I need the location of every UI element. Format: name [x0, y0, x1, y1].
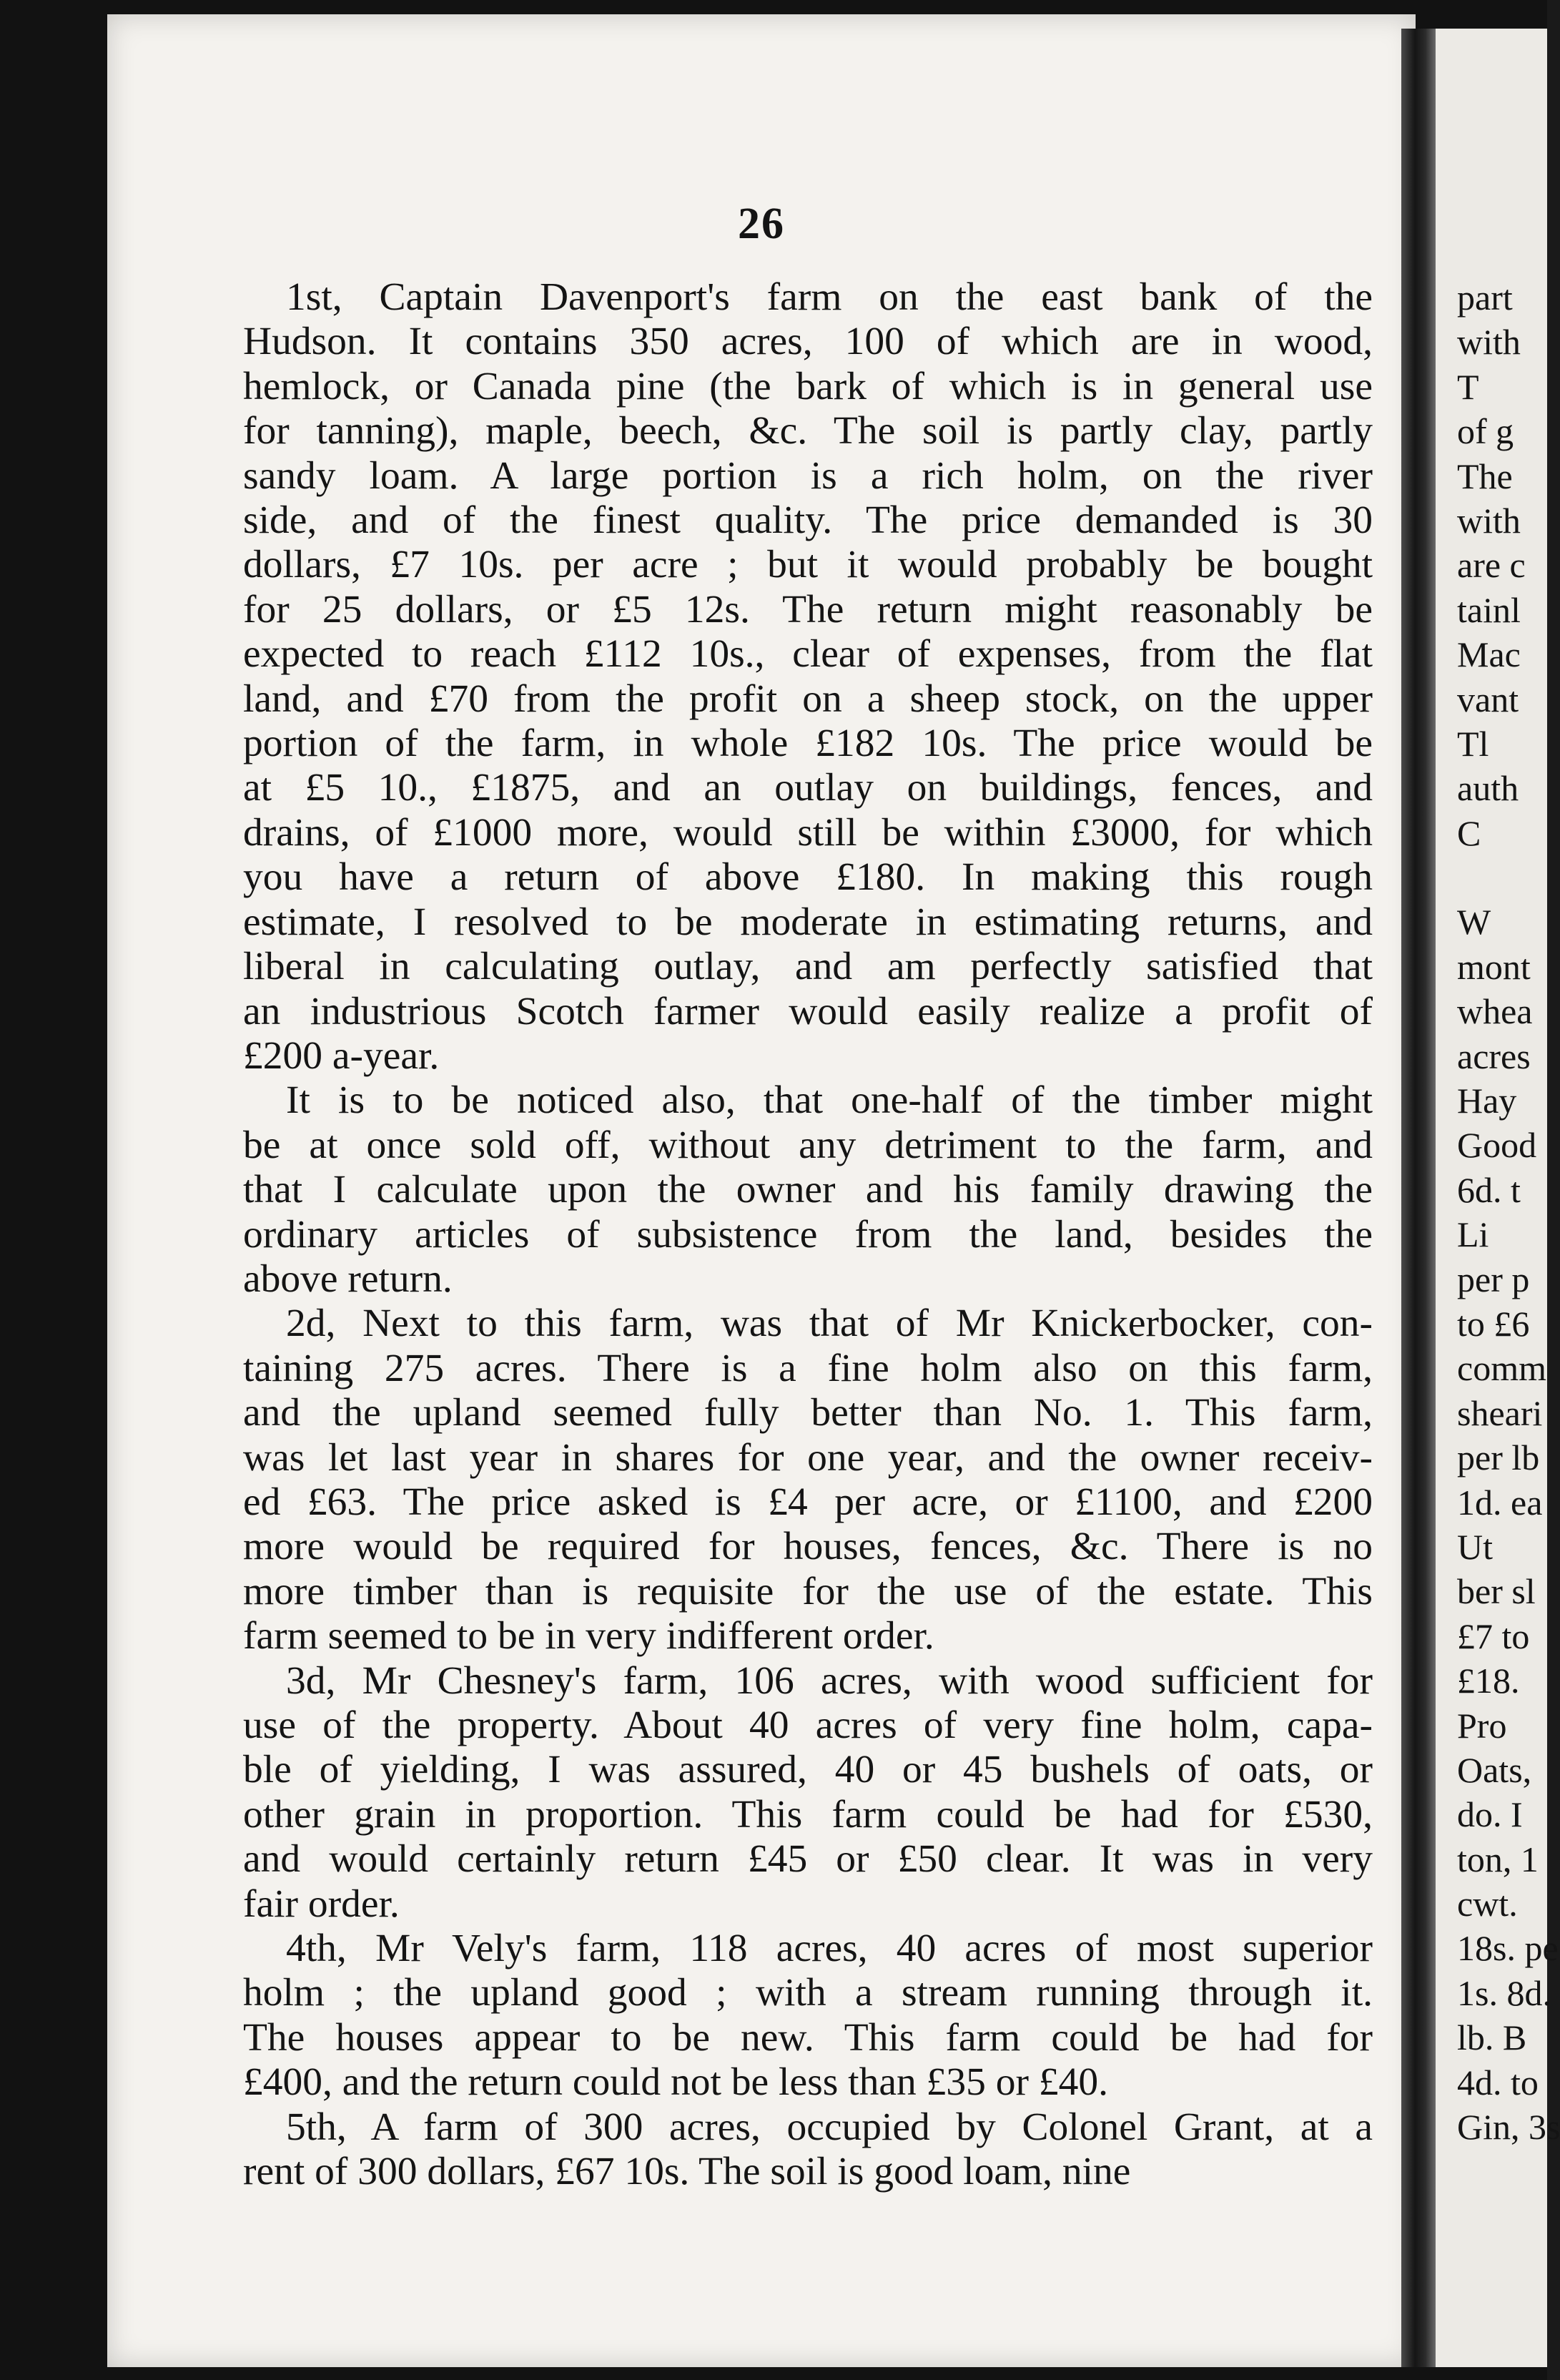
- text-line: other grain in proportion. This farm could be had for £530,: [243, 1792, 1373, 1836]
- text-line: 5th, A farm of 300 acres, occupied by Colonel Grant, at a: [286, 2105, 1373, 2149]
- facing-page-fragment: Mac: [1457, 634, 1521, 675]
- text-line: you have a return of above £180. In making this rough: [243, 855, 1373, 900]
- facing-page-fragment: £18.: [1457, 1661, 1520, 1701]
- text-line: estimate, I resolved to be moderate in estimating returns, and: [243, 900, 1373, 944]
- text-line: 4th, Mr Vely's farm, 118 acres, 40 acres of most superior: [286, 1927, 1373, 1971]
- facing-page-fragment: Pro: [1457, 1705, 1507, 1746]
- facing-page-fragment: 4d. to: [1457, 2062, 1539, 2103]
- facing-page-fragment: with: [1457, 500, 1521, 541]
- paragraph: [243, 1302, 1373, 1658]
- facing-page-fragment: 1s. 8d.: [1457, 1972, 1551, 2013]
- text-line: and would certainly return £45 or £50 clear. It was in very: [243, 1837, 1373, 1882]
- facing-page-fragment: tainl: [1457, 589, 1521, 630]
- paragraph: [243, 1927, 1373, 2105]
- facing-page-fragment: part: [1457, 277, 1513, 318]
- text-line: at £5 10., £1875, and an outlay on buildings, fences, and: [243, 766, 1373, 810]
- text-line: fair order.: [243, 1882, 400, 1926]
- facing-page-fragment: Gin, 3s: [1457, 2107, 1560, 2148]
- facing-page-fragment: [1457, 855, 1560, 900]
- paragraph: [243, 275, 1373, 1078]
- facing-page-fragment: Oats,: [1457, 1749, 1532, 1790]
- text-line: dollars, £7 10s. per acre ; but it would probably be bought: [243, 543, 1373, 587]
- facing-page-fragment: 6d. t: [1457, 1169, 1521, 1210]
- text-line: for 25 dollars, or £5 12s. The return might reasonably be: [243, 587, 1373, 631]
- facing-page-fragment: Good: [1457, 1125, 1537, 1166]
- paragraph: [243, 1078, 1373, 1302]
- text-line: liberal in calculating outlay, and am perfectly satisfied that: [243, 945, 1373, 989]
- text-line: rent of 300 dollars, £67 10s. The soil is good loam, nine: [243, 2150, 1131, 2194]
- page-number: 26: [738, 200, 785, 248]
- facing-page-fragment: W: [1457, 902, 1491, 943]
- text-line: 1st, Captain Davenport's farm on the east bank of the: [286, 275, 1373, 319]
- facing-page-fragment: whea: [1457, 991, 1533, 1032]
- facing-page-fragment: to £6: [1457, 1303, 1530, 1344]
- text-line: and the upland seemed fully better than No. 1. This farm,: [243, 1391, 1373, 1435]
- text-line: above return.: [243, 1257, 453, 1301]
- facing-page-fragment: comm: [1457, 1348, 1546, 1389]
- text-line: taining 275 acres. There is a fine holm also on this farm,: [243, 1346, 1373, 1390]
- text-line: holm ; the upland good ; with a stream running through it.: [243, 1971, 1373, 2015]
- text-line: ble of yielding, I was assured, 40 or 45 bushels of oats, or: [243, 1748, 1373, 1792]
- facing-page-fragment: vant: [1457, 679, 1519, 719]
- paragraph: [243, 2105, 1373, 2195]
- text-line: more would be required for houses, fences, &c. There is no: [243, 1525, 1373, 1569]
- text-line: be at once sold off, without any detriment to the farm, and: [243, 1123, 1373, 1167]
- facing-page-fragment: Ut: [1457, 1526, 1493, 1567]
- text-line: drains, of £1000 more, would still be within £3000, for which: [243, 810, 1373, 855]
- facing-page-fragment: per p: [1457, 1259, 1530, 1299]
- facing-page-fragment: mont: [1457, 946, 1531, 987]
- facing-page-fragment: £7 to: [1457, 1616, 1530, 1656]
- text-line: hemlock, or Canada pine (the bark of which is in general use: [243, 364, 1373, 408]
- text-line: portion of the farm, in whole £182 10s. The price would be: [243, 722, 1373, 766]
- facing-page-fragment: ber sl: [1457, 1571, 1536, 1612]
- text-line: ordinary articles of subsistence from the land, besides the: [243, 1212, 1373, 1257]
- facing-page-fragment: do. I: [1457, 1794, 1523, 1835]
- facing-page-fragment: 1d. ea: [1457, 1482, 1543, 1523]
- facing-page-fragment: lb. B: [1457, 2017, 1527, 2058]
- text-line: more timber than is requisite for the use of the estate. This: [243, 1569, 1373, 1613]
- facing-page-fragment: 18s. pe: [1457, 1928, 1559, 1969]
- book-page: [107, 14, 1416, 2367]
- paragraph: [243, 1659, 1373, 1927]
- text-line: farm seemed to be in very indifferent order.: [243, 1614, 934, 1658]
- text-line: 3d, Mr Chesney's farm, 106 acres, with wood sufficient for: [286, 1658, 1373, 1703]
- facing-page-fragment: The: [1457, 456, 1513, 496]
- text-line: side, and of the finest quality. The price demanded is 30: [243, 498, 1373, 543]
- facing-page-fragment: Tl: [1457, 723, 1489, 764]
- text-line: £200 a-year.: [243, 1033, 440, 1078]
- facing-page-fragment: per lb: [1457, 1437, 1540, 1478]
- text-line: that I calculate upon the owner and his family drawing the: [243, 1168, 1373, 1212]
- facing-page-fragment: of g: [1457, 411, 1514, 452]
- facing-page-fragment: T: [1457, 366, 1479, 407]
- facing-page-fragment: ton, 1: [1457, 1839, 1539, 1879]
- book-gutter: [1401, 29, 1436, 2367]
- facing-page-fragment: Li: [1457, 1214, 1489, 1255]
- facing-page-fragment: Hay: [1457, 1081, 1517, 1121]
- facing-page-fragment: C: [1457, 812, 1481, 853]
- text-line: expected to reach £112 10s., clear of expenses, from the flat: [243, 632, 1373, 677]
- facing-page-fragment: cwt.: [1457, 1884, 1518, 1924]
- text-line: land, and £70 from the profit on a sheep stock, on the upper: [243, 677, 1373, 721]
- facing-page-fragment: are c: [1457, 545, 1526, 586]
- text-line: use of the property. About 40 acres of very fine holm, capa-: [243, 1703, 1373, 1747]
- text-line: Hudson. It contains 350 acres, 100 of which are in wood,: [243, 320, 1373, 364]
- text-line: £400, and the return could not be less than £35 or £40.: [243, 2060, 1108, 2105]
- text-line: was let last year in shares for one year, and the owner receiv-: [243, 1435, 1373, 1480]
- facing-page-fragment: auth: [1457, 768, 1519, 809]
- text-line: an industrious Scotch farmer would easily realize a profit of: [243, 989, 1373, 1033]
- text-line: The houses appear to be new. This farm could be had for: [243, 2015, 1373, 2060]
- page-body-text: [243, 275, 1373, 2194]
- facing-page-fragment: acres: [1457, 1036, 1531, 1076]
- text-line: ed £63. The price asked is £4 per acre, or £1100, and £200: [243, 1480, 1373, 1524]
- facing-page-fragment: sheari: [1457, 1392, 1543, 1433]
- text-line: sandy loam. A large portion is a rich holm, on the river: [243, 453, 1373, 498]
- facing-page-fragment: with: [1457, 322, 1521, 363]
- facing-page-text: [1457, 275, 1560, 2149]
- text-line: for tanning), maple, beech, &c. The soil is partly clay, partly: [243, 409, 1373, 453]
- text-line: 2d, Next to this farm, was that of Mr Knickerbocker, con-: [286, 1302, 1373, 1346]
- facing-page-edge: [1436, 29, 1560, 2367]
- text-line: It is to be noticed also, that one-half of the timber might: [286, 1078, 1373, 1123]
